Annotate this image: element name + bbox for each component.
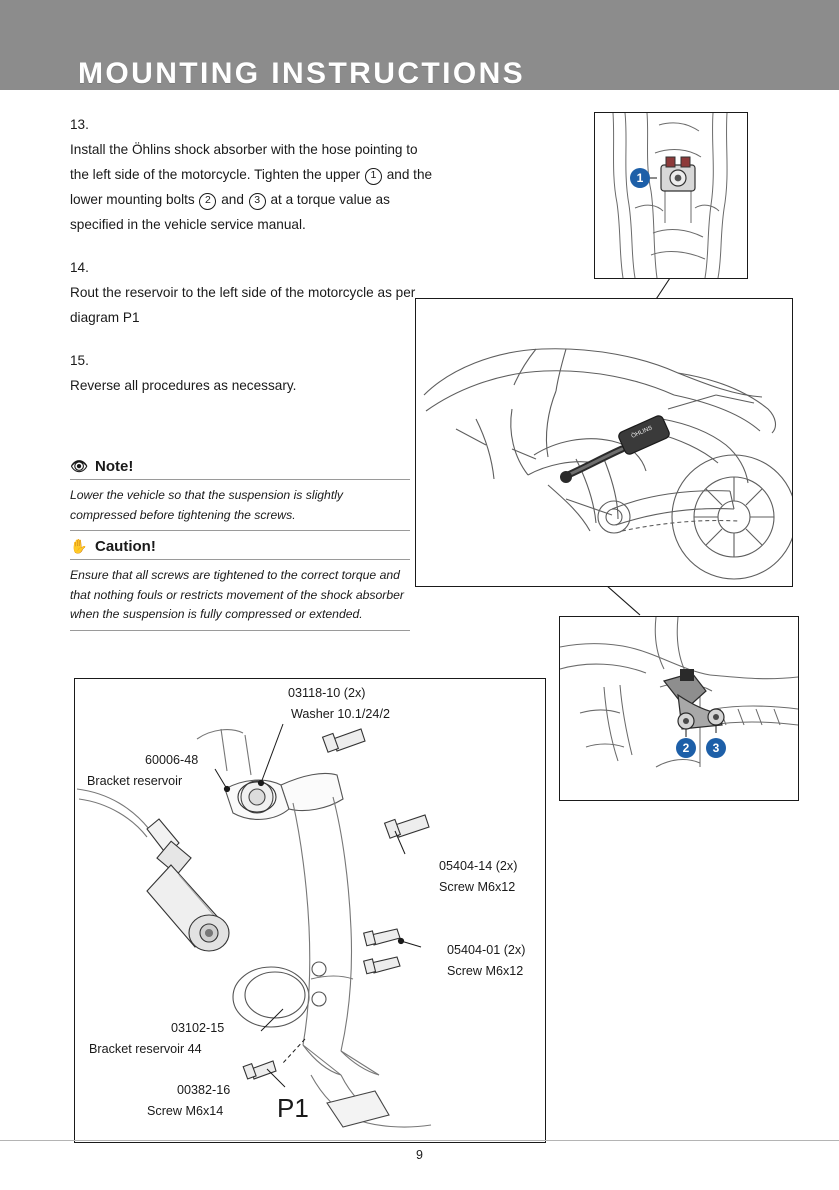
caution-callout — [70, 538, 410, 631]
figure-p1-drawing — [75, 679, 545, 1142]
instruction-text-column — [70, 112, 440, 416]
step-13-number: 13. — [70, 117, 89, 132]
step-13-text-a: Install the Öhlins shock absorber with the hose pointing to the left side of the motorcycle. Tighten the upper — [70, 142, 418, 182]
part-label-05404-14-code: 05404-14 (2x) — [439, 859, 518, 873]
note-body: Lower the vehicle so that the suspension is slightly compressed before tightening the screws. — [70, 480, 410, 531]
callout-badge-3: 3 — [706, 738, 726, 758]
hand-warning-icon: ✋ — [70, 538, 88, 554]
step-15 — [70, 348, 440, 398]
p1-diagram-label: P1 — [277, 1093, 309, 1123]
part-label-05404-01-code: 05404-01 (2x) — [447, 943, 526, 957]
page-number: 9 — [416, 1148, 423, 1162]
callout-badge-2: 2 — [676, 738, 696, 758]
step-13-text-b: and the lower mounting bolts — [70, 167, 433, 207]
header-title-upper-clip — [0, 0, 839, 90]
step-14 — [70, 255, 440, 330]
part-label-05404-01-name: Screw M6x12 — [447, 964, 524, 978]
footer-divider — [0, 1140, 839, 1141]
part-label-00382-16-code: 00382-16 — [177, 1083, 231, 1097]
step-15-text: Reverse all procedures as necessary. — [70, 378, 297, 393]
step-13-circle-3: 3 — [249, 193, 266, 210]
page-title-shadow — [78, 90, 525, 91]
note-title: Note! — [95, 458, 134, 475]
shock-brand-text: ÖHLINS — [630, 425, 654, 440]
figure-upper-mount — [594, 112, 748, 279]
step-13 — [70, 112, 440, 237]
part-label-03118-10-name: Washer 10.1/24/2 — [291, 707, 390, 721]
caution-body: Ensure that all screws are tightened to the correct torque and that nothing fouls or restricts movement of the shock absorber when the suspension is fully compressed or extended. — [70, 560, 410, 631]
step-13-circle-1: 1 — [365, 168, 382, 185]
part-label-03102-15-name: Bracket reservoir 44 — [89, 1042, 202, 1056]
caution-title: Caution! — [95, 538, 156, 555]
page-title: MOUNTING INSTRUCTIONS — [78, 57, 526, 90]
figure-p1-exploded-view — [74, 678, 546, 1143]
figure-lower-mount — [559, 616, 799, 801]
step-14-text: Rout the reservoir to the left side of the motorcycle as per diagram P1 — [70, 285, 416, 325]
step-13-circle-2: 2 — [199, 193, 216, 210]
figure-upper-mount-drawing — [595, 113, 747, 278]
part-label-60006-48-name: Bracket reservoir — [87, 774, 183, 788]
step-14-number: 14. — [70, 260, 89, 275]
caution-header — [70, 538, 410, 560]
eye-icon: 👁 — [70, 458, 88, 474]
part-label-05404-14-name: Screw M6x12 — [439, 880, 516, 894]
note-header — [70, 458, 410, 480]
step-13-text-c: and — [217, 192, 248, 207]
figure-motorcycle-drawing — [416, 299, 792, 586]
figure-lower-mount-drawing — [560, 617, 798, 800]
part-label-00382-16-name: Screw M6x14 — [147, 1104, 224, 1118]
note-callout — [70, 458, 410, 531]
callout-badge-1: 1 — [630, 168, 650, 188]
part-label-03102-15-code: 03102-15 — [171, 1021, 225, 1035]
part-label-03118-10-code: 03118-10 (2x) — [288, 686, 366, 700]
step-15-number: 15. — [70, 353, 89, 368]
step-13-text-d: at a torque value as specified in the vehicle service manual. — [70, 192, 390, 232]
figure-motorcycle-overview — [415, 298, 793, 587]
part-label-60006-48-code: 60006-48 — [145, 753, 199, 767]
